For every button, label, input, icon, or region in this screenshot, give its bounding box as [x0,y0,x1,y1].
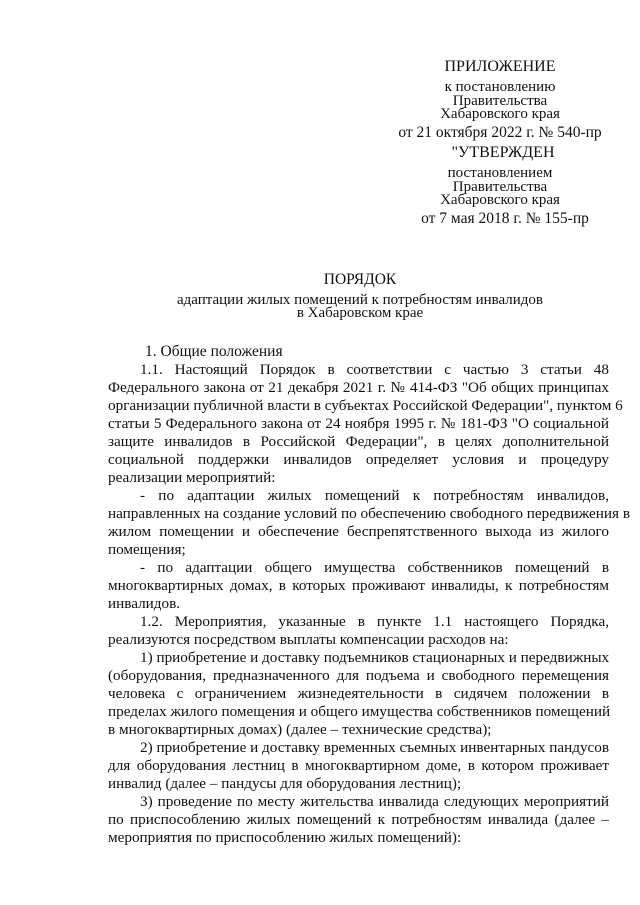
body-line-5: защите инвалидов в Российской Федерации", в целях дополнительной [108,433,609,450]
body-line-23: для оборудования лестниц в многоквартирном доме, в котором проживает [108,757,609,774]
appendix-government: Правительства [452,93,548,109]
body-line-1: 1.1. Настоящий Порядок в соответствии с частью 3 статьи 48 [140,361,609,378]
body-line-21: в многоквартирных домах) (далее – технические средства); [108,721,492,738]
approved-resolution: постановлением [447,165,553,181]
body-line-4: статьи 5 Федерального закона от 24 ноября 1995 г. № 181-ФЗ "О социальной [108,415,609,432]
body-line-24: инвалид (далее – пандусы для оборудования лестниц); [108,775,462,792]
body-line-19: человека с ограничением жизнедеятельности в сидячем положении в [108,685,609,702]
body-line-25: 3) проведение по месту жительства инвалида следующих мероприятий [140,793,609,810]
appendix-to: к постановлению [444,79,556,95]
approved-government: Правительства [452,179,548,195]
approved-date: от 7 мая 2018 г. № 155-пр [421,210,589,227]
body-line-3: организации публичной власти в субъектах Российской Федерации", пунктом 6 [108,397,623,414]
document-subtitle-line-1: адаптации жилых помещений к потребностям инвалидов [176,292,544,308]
document-subtitle-line-2: в Хабаровском крае [296,305,424,321]
body-line-20: пределах жилого помещения и общего имущества собственников помещений [108,703,611,720]
body-line-6: социальной поддержки инвалидов определяет условия и процедуру [108,451,609,468]
body-line-15: 1.2. Мероприятия, указанные в пункте 1.1 настоящего Порядка, [140,613,609,630]
body-line-14: инвалидов. [108,595,181,612]
appendix-region: Хабаровского края [440,106,560,122]
body-line-18: (оборудования, предназначенного для подъема и свободного перемещения [108,667,609,684]
body-line-12: - по адаптации общего имущества собственников помещений в [140,559,609,576]
approved-stamp: "УТВЕРЖДЕН [451,144,555,161]
appendix-date: от 21 октября 2022 г. № 540-пр [398,124,602,141]
body-line-11: помещения; [108,541,186,558]
body-line-16: реализуются посредством выплаты компенсации расходов на: [108,631,509,648]
body-line-22: 2) приобретение и доставку временных съемных инвентарных пандусов [140,739,610,756]
document-title: ПОРЯДОК [323,271,397,288]
body-line-9: направленных на создание условий по обеспечению свободного передвижения в [108,505,631,522]
body-line-27: мероприятия по приспособлению жилых помещений): [108,829,462,846]
body-line-17: 1) приобретение и доставку подъемников стационарных и передвижных [140,649,610,666]
body-line-7: реализации мероприятий: [108,469,276,486]
approved-region: Хабаровского края [440,192,560,208]
section-heading: 1. Общие положения [145,343,283,360]
appendix-title: ПРИЛОЖЕНИЕ [444,58,556,75]
body-line-8: - по адаптации жилых помещений к потребностям инвалидов, [140,487,609,504]
body-line-2: Федерального закона от 21 декабря 2021 г. № 414-ФЗ "Об общих принципах [108,379,609,396]
body-line-10: жилом помещении и обеспечение беспрепятственного выхода из жилого [108,523,609,540]
body-line-13: многоквартирных домах, в которых проживают инвалиды, к потребностям [108,577,609,594]
body-line-26: по приспособлению жилых помещений к потребностям инвалида (далее – [108,811,609,828]
